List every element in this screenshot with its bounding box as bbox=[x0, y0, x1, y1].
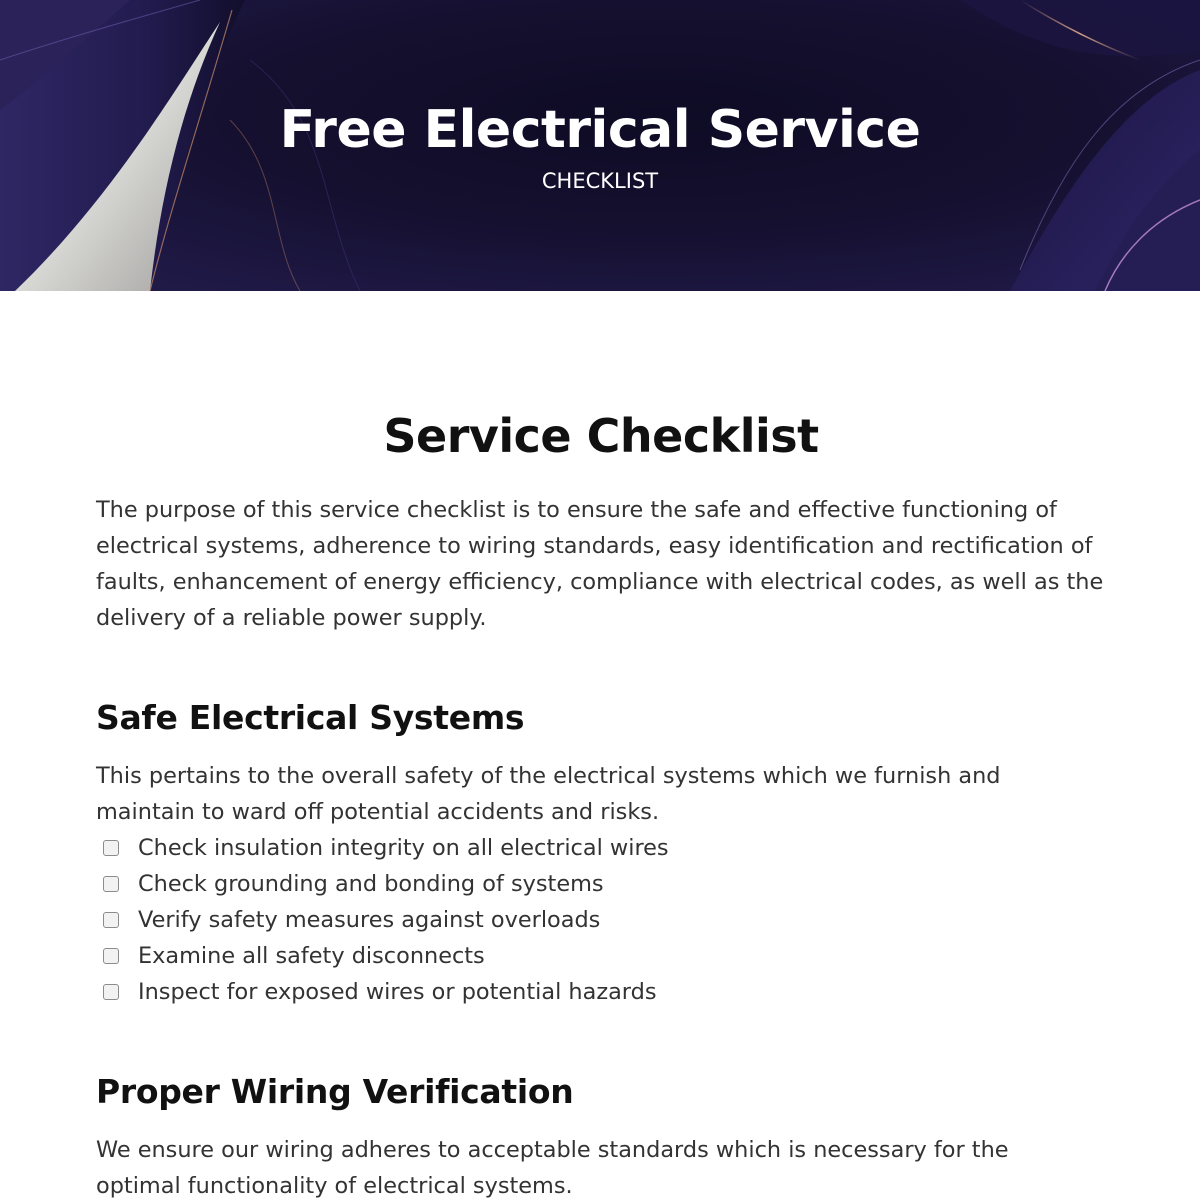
checkbox[interactable] bbox=[103, 984, 119, 1000]
document-body bbox=[96, 400, 1106, 1200]
page-title: Service Checklist bbox=[383, 409, 819, 463]
checklist-item bbox=[96, 902, 1106, 938]
intro-paragraph: The purpose of this service checklist is to ensure the safe and effective functioning of electrical systems, adherence to wiring standards, easy identification and rectification of faults, enhancement of energy efficiency, compliance with electrical codes, as well as the delivery of a reliable power supply. bbox=[96, 497, 1104, 631]
section-proper-wiring-verification bbox=[96, 1068, 1106, 1200]
header-banner bbox=[0, 0, 1200, 291]
banner-subtitle: CHECKLIST bbox=[541, 169, 659, 193]
checklist-item-label: Examine all safety disconnects bbox=[138, 943, 485, 969]
section-description: We ensure our wiring adheres to acceptable standards which is necessary for the optimal functionality of electrical systems. bbox=[96, 1137, 1009, 1199]
checkbox[interactable] bbox=[103, 876, 119, 892]
checkbox[interactable] bbox=[103, 840, 119, 856]
checklist bbox=[96, 830, 1106, 1010]
checkbox[interactable] bbox=[103, 912, 119, 928]
section-description: This pertains to the overall safety of the electrical systems which we furnish and maintain to ward off potential accidents and risks. bbox=[96, 763, 1001, 825]
checklist-item bbox=[96, 866, 1106, 902]
section-safe-electrical-systems bbox=[96, 694, 1106, 1010]
checklist-item-label: Verify safety measures against overloads bbox=[138, 907, 601, 933]
checklist-item-label: Check grounding and bonding of systems bbox=[138, 871, 604, 897]
checklist-item-label: Inspect for exposed wires or potential hazards bbox=[138, 979, 657, 1005]
section-heading: Proper Wiring Verification bbox=[96, 1072, 574, 1111]
banner-title: Free Electrical Service bbox=[279, 100, 921, 160]
checklist-item bbox=[96, 830, 1106, 866]
section-heading: Safe Electrical Systems bbox=[96, 698, 525, 737]
checklist-item bbox=[96, 938, 1106, 974]
checkbox[interactable] bbox=[103, 948, 119, 964]
checklist-item bbox=[96, 974, 1106, 1010]
checklist-item-label: Check insulation integrity on all electrical wires bbox=[138, 835, 669, 861]
